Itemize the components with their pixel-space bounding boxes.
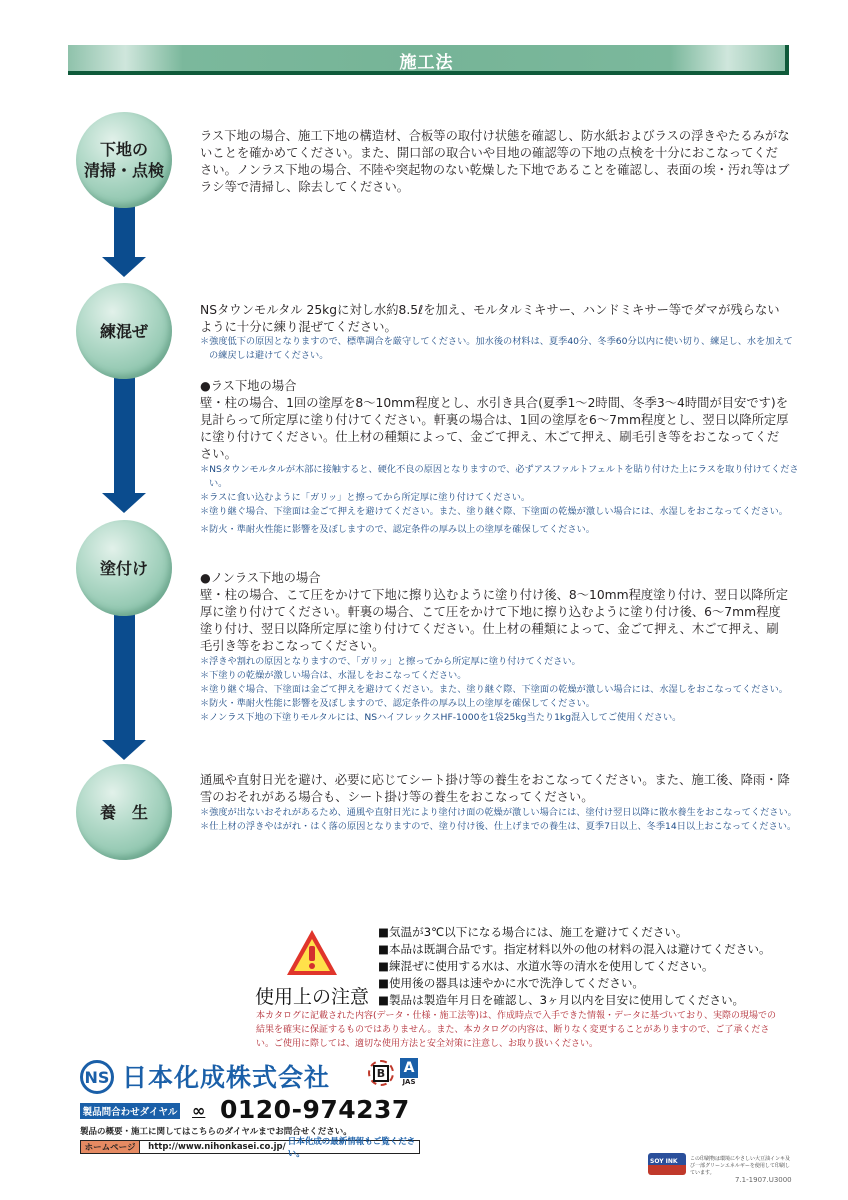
step-circle-mixing bbox=[76, 283, 172, 379]
step-circle-application bbox=[76, 520, 172, 616]
subsection-lath bbox=[200, 378, 799, 537]
step-note: ＊強度低下の原因となりますので、標準調合を厳守してください。加水後の材料は、夏季40分、冬季60分以内に使い切り、練足し、水を加えての練戻しは避けてください。 bbox=[200, 336, 793, 361]
caution-item: ■使用後の器具は速やかに水で洗浄してください。 bbox=[378, 976, 645, 990]
arrow-down-icon bbox=[102, 493, 146, 513]
caution-item: ■練混ぜに使用する水は、水道水等の清水を使用してください。 bbox=[378, 959, 714, 973]
arrow-shaft bbox=[114, 200, 135, 258]
step-text: 通風や直射日光を避け、必要に応じてシート掛け等の養生をおこなってください。また、施工後、降雨・降雪のおそれがある場合も、シート掛け等の養生をおこなってください。 bbox=[200, 773, 790, 804]
step-note: ＊仕上材の浮きやはがれ・はく落の原因となりますので、塗り付け後、仕上げまでの養生は、夏季7日以上、冬季14日以上おこなってください。 bbox=[200, 821, 797, 832]
soy-ink-logo-icon: SOY INK bbox=[648, 1153, 686, 1175]
step-note: ＊強度が出ないおそれがあるため、通風や直射日光により塗付け面の乾燥が激しい場合には、塗付け翌日以降に散水養生をおこなってください。 bbox=[200, 807, 797, 818]
jas-mark-icon: A JAS bbox=[400, 1058, 418, 1092]
step-note: ＊下塗りの乾燥が激しい場合は、水湿しをおこなってください。 bbox=[200, 670, 467, 681]
step-label: 練混ぜ bbox=[99, 321, 148, 341]
step-label: 養 生 bbox=[99, 802, 148, 822]
phone-label: 製品問合わせダイヤル bbox=[80, 1103, 180, 1119]
arrow-down-icon bbox=[102, 740, 146, 760]
step-note: ＊ラスに食い込むように「ガリッ」と擦ってから所定厚に塗り付けてください。 bbox=[200, 492, 531, 503]
step-text: NSタウンモルタル 25kgに対し水約8.5ℓを加え、モルタルミキサー、ハンドミキサー等でダマが残らないように十分に練り混ぜてください。 bbox=[200, 303, 780, 334]
step-circle-surface-prep bbox=[76, 112, 172, 208]
subsection-body: 壁・柱の場合、1回の塗厚を8〜10mm程度とし、水引き具合(夏季1〜2時間、冬季3〜4時間が目安です)を見計らって所定厚に塗り付けてください。軒裏の場合は、1回の塗厚を6〜7mm程度とし、翌日以降所定厚に塗り付けてください。仕上材の種類によって、金ごて押え、木ごて押え、刷毛引き等をおこなってください。 bbox=[200, 396, 789, 461]
homepage-bar bbox=[80, 1137, 420, 1159]
phone-note: 製品の概要・施工に関してはこちらのダイヤルまでお問合せください。 bbox=[80, 1127, 352, 1137]
arrow-down-icon bbox=[102, 257, 146, 277]
warning-triangle-icon bbox=[285, 928, 339, 978]
subsection-body: 壁・柱の場合、こて圧をかけて下地に擦り込むように塗り付け後、8〜10mm程度塗り付け、翌日以降所定厚に塗り付けてください。軒裏の場合、こて圧をかけて下地に擦り込むように塗り付け後、6〜7mm程度塗り付け、翌日以降所定厚に塗り付けてください。仕上材の種類によって、金ごて押え、木ごて押え、刷毛引き等をおこなってください。 bbox=[200, 588, 789, 653]
step-label: 清掃・点検 bbox=[83, 161, 164, 180]
arrow-shaft bbox=[114, 370, 135, 494]
step-note: ＊ノンラス下地の下塗りモルタルには、NSハイフレックスHF-1000を1袋25kg当たり1kg混入してご使用ください。 bbox=[200, 712, 682, 723]
free-dial-icon: ∞ bbox=[192, 1101, 206, 1120]
homepage-message: 日本化成の最新情報もご覧ください。 bbox=[287, 1137, 416, 1159]
step-circle-curing bbox=[76, 764, 172, 860]
company-name: 日本化成株式会社 bbox=[122, 1063, 331, 1092]
disclaimer: 本カタログに記載された内容(データ・仕様・施工法等)は、作成時点で入手できた情報・データに基づいており、実際の現場での結果を確実に保証するものではありません。また、本カタログの内容は、断りなく変更することがありますので、ご了承ください。ご使用に際しては、適切な使用方法と安全対策に注意し、お取り扱いください。 bbox=[256, 1011, 777, 1049]
step-note: ＊浮きや割れの原因となりますので、「ガリッ」と擦ってから所定厚に塗り付けてください。 bbox=[200, 656, 581, 667]
arrow-shaft bbox=[114, 606, 135, 741]
step-label: 塗付け bbox=[99, 558, 148, 578]
step-notes bbox=[200, 806, 797, 834]
caution-list bbox=[378, 924, 771, 1009]
step-note: ＊防火・準耐火性能に影響を及ぼしますので、認定条件の厚み以上の塗厚を確保してください。 bbox=[200, 524, 595, 535]
section-banner bbox=[68, 45, 789, 75]
section-title: 施工法 bbox=[399, 53, 454, 73]
caution-item: ■本品は既調合品です。指定材料以外の他の材料の混入は避けてください。 bbox=[378, 942, 771, 956]
catalog-code: 7.1-1907.U3000 bbox=[735, 1176, 792, 1184]
homepage-label: ホームページ bbox=[81, 1141, 140, 1153]
step-note: ＊塗り継ぐ場合、下塗面は金ごて押えを避けてください。また、塗り継ぐ際、下塗面の乾燥が激しい場合には、水湿しをおこなってください。 bbox=[200, 684, 788, 695]
subsection-heading: ●ラス下地の場合 bbox=[200, 379, 297, 393]
step-note: ＊防火・準耐火性能に影響を及ぼしますので、認定条件の厚み以上の塗厚を確保してください。 bbox=[200, 698, 595, 709]
caution-item: ■製品は製造年月日を確認し、3ヶ月以内を目安に使用してください。 bbox=[378, 993, 745, 1007]
caution-item: ■気温が3℃以下になる場合には、施工を避けてください。 bbox=[378, 925, 688, 939]
step-note: ＊塗り継ぐ場合、下塗面は金ごて押えを避けてください。また、塗り継ぐ際、下塗面の乾燥が激しい場合には、水湿しをおこなってください。 bbox=[200, 506, 788, 517]
homepage-link[interactable]: http://www.nihonkasei.co.jp/ bbox=[148, 1142, 286, 1152]
subsection-heading: ●ノンラス下地の場合 bbox=[200, 571, 321, 585]
cert-b-icon: B bbox=[368, 1060, 394, 1086]
step-text: ラス下地の場合、施工下地の構造材、合板等の取付け状態を確認し、防水紙およびラスの浮きやたるみがないことを確かめてください。また、開口部の取合いや目地の確認等の下地の点検を十分におこなってください。ノンラス下地の場合、不陸や突起物のない乾燥した下地であることを確認し、表面の埃・汚れ等はブラシ等で清掃し、除去してください。 bbox=[200, 129, 790, 194]
phone-number[interactable]: 0120-974237 bbox=[220, 1095, 410, 1124]
soy-ink-note: この印刷物は環境にやさしい大豆油インキ及び一部グリーンエネルギーを使用して印刷しています。 bbox=[690, 1156, 791, 1176]
subsection-nonlath bbox=[200, 570, 790, 725]
caution-title: 使用上の注意 bbox=[255, 986, 370, 1008]
step-label: 下地の bbox=[99, 140, 148, 159]
company-logo-icon: NS bbox=[80, 1060, 114, 1094]
step-note: ＊NSタウンモルタルが木部に接触すると、硬化不良の原因となりますので、必ずアスファルトフェルトを貼り付けた上にラスを取り付けてください。 bbox=[200, 464, 799, 489]
